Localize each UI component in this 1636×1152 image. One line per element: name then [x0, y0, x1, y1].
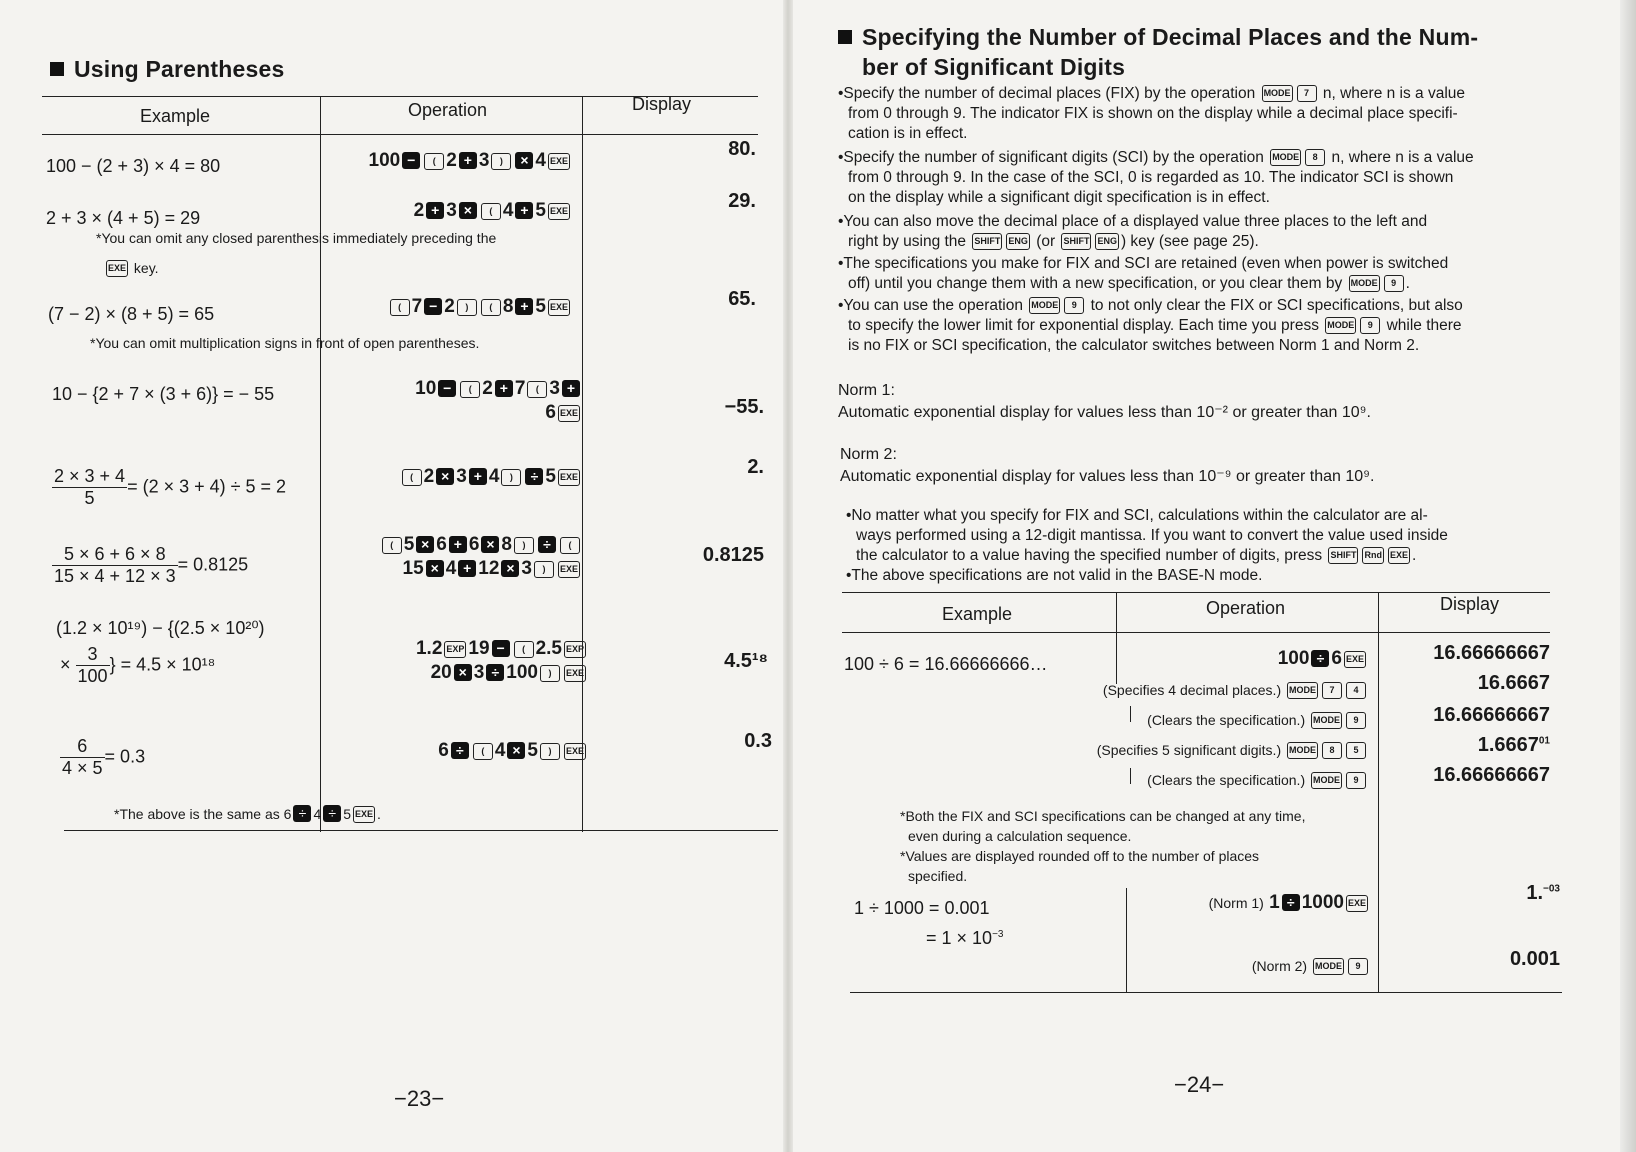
open-paren-key-icon: (: [481, 299, 501, 316]
op-digit: 7: [514, 378, 526, 399]
operation-keys: [338, 200, 572, 222]
minus-key-icon: −: [424, 298, 442, 315]
exe-key-icon: EXE: [558, 405, 580, 422]
operation-keys: [338, 534, 582, 556]
example-text: 1 ÷ 1000 = 0.001: [854, 898, 990, 918]
open-paren-key-icon: (: [481, 203, 501, 220]
divide-key-icon: ÷: [538, 536, 556, 553]
operation-step: [1130, 958, 1370, 975]
exe-key-icon: EXE: [353, 806, 375, 823]
example-exponent: −3: [992, 929, 1004, 940]
bullet-line: ) key (see page 25).: [1120, 233, 1259, 250]
exe-key-icon: EXE: [1346, 895, 1368, 912]
display-exponent: −03: [1543, 883, 1560, 895]
digit-key-icon: 4: [1346, 682, 1366, 699]
mode-key-icon: MODE: [1262, 85, 1293, 102]
op-digit: 8: [502, 296, 514, 317]
operation-step: [1020, 742, 1368, 759]
mode-key-icon: MODE: [1270, 149, 1301, 166]
op-digit: 2: [413, 200, 425, 221]
times-key-icon: ×: [515, 152, 533, 169]
header-example: Example: [942, 604, 1013, 624]
minus-key-icon: −: [492, 640, 510, 657]
example-text: (1.2 × 10¹⁹) − {(2.5 × 10²⁰): [56, 618, 265, 638]
step-label: (Clears the specification.): [1147, 772, 1306, 788]
display-value: 65.: [728, 288, 756, 310]
op-digit: 4: [494, 740, 506, 761]
digit-key-icon: 9: [1346, 712, 1366, 729]
column-divider: [1126, 888, 1127, 992]
bullet-line: is no FIX or SCI specification, the calculator switches between Norm 1 and Norm 2.: [848, 337, 1420, 354]
op-digit: 4: [488, 466, 500, 487]
page-number: −23−: [394, 1086, 445, 1111]
op-digit: 8: [501, 534, 512, 555]
bullet-line: the calculator to a value having the specified number of digits, press: [856, 547, 1323, 564]
op-digit: 5: [527, 740, 538, 761]
digit-key-icon: 7: [1322, 682, 1342, 699]
times-key-icon: ×: [481, 536, 499, 553]
exe-key-icon: EXE: [558, 561, 580, 578]
operation-step: [1020, 712, 1368, 729]
fraction: [52, 544, 178, 587]
bullet-line: from 0 through 9. The indicator FIX is shown on the display while a decimal place specifi-: [848, 105, 1458, 122]
open-paren-key-icon: (: [424, 153, 444, 170]
op-digit: 100: [368, 150, 401, 171]
display-value: 16.66666667: [1433, 642, 1550, 664]
display-value: 2.: [747, 456, 764, 478]
divide-key-icon: ÷: [293, 805, 311, 822]
example-fragment: = 1 × 10: [926, 928, 993, 948]
example-rest: = 0.3: [104, 746, 146, 767]
op-digit: 5: [535, 296, 546, 317]
table-header-rule: [842, 632, 1550, 633]
display-value: 29.: [728, 190, 756, 212]
divide-key-icon: ÷: [486, 664, 504, 681]
digit-key-icon: 7: [1297, 85, 1317, 102]
example-fraction: [52, 544, 248, 587]
bullet-line: right by using the: [848, 233, 967, 250]
numerator: 5 × 6 + 6 × 8: [52, 544, 178, 566]
bullet-mantissa: •No matter what you specify for FIX and SCI, calculations within the calculator are al- ways performed using a 12-digit mantissa. If you want to convert the value used inside the calculator to a value having the specified number of digits, press SHIFT Rnd EXE . •The above specifications are not valid in the BASE-N mode.: [846, 506, 1556, 586]
exe-key-icon: EXE: [564, 743, 586, 760]
plus-key-icon: +: [449, 536, 467, 553]
plus-key-icon: +: [495, 380, 513, 397]
op-digit: 6: [468, 534, 480, 555]
display-mantissa: 1.: [1526, 882, 1544, 904]
display-value: 16.6667: [1477, 672, 1550, 694]
display-value: 4.5¹⁸: [724, 650, 768, 672]
bullet-line: •Specify the number of significant digits (SCI) by the operation: [838, 149, 1264, 166]
step-label: (Norm 2): [1251, 958, 1308, 974]
norm2-text: Automatic exponential display for values less than 10⁻⁹ or greater than 10⁹.: [840, 468, 1375, 485]
op-digit: 3: [473, 662, 485, 683]
column-divider: [1378, 592, 1379, 992]
fraction: [60, 736, 105, 779]
note-text: specified.: [908, 868, 968, 884]
step-label: (Specifies 5 significant digits.): [1096, 742, 1282, 758]
exe-key-icon: EXE: [106, 260, 128, 277]
bullet-line: off) until you change them with a new specification, or you clear them by: [848, 275, 1343, 292]
operation-keys: [338, 402, 582, 424]
eng-key-icon: ENG: [1006, 233, 1030, 250]
display-value: [1390, 734, 1550, 757]
op-digit: 6: [545, 402, 556, 423]
plus-key-icon: +: [469, 468, 487, 485]
operation-keys: [1130, 648, 1368, 670]
op-digit: 4: [313, 806, 322, 822]
close-paren-key-icon: ): [457, 299, 477, 316]
denominator: 15 × 4 + 12 × 3: [54, 566, 176, 586]
digit-key-icon: 9: [1360, 317, 1380, 334]
shift-key-icon: SHIFT: [972, 233, 1002, 250]
plus-key-icon: +: [426, 202, 444, 219]
bullet-line: •You can use the operation: [838, 297, 1023, 314]
norm1-label: Norm 1:: [838, 382, 895, 399]
norm2-label: Norm 2:: [840, 446, 897, 463]
op-digit: 20: [430, 662, 452, 683]
note-text: *Values are displayed rounded off to the number of places: [900, 848, 1260, 864]
fraction: [76, 644, 110, 687]
operation-keys: [338, 466, 582, 488]
close-paren-key-icon: ): [501, 469, 521, 486]
op-digit: 15: [402, 558, 424, 579]
plus-key-icon: +: [515, 298, 533, 315]
op-digit: 3: [549, 378, 560, 399]
step-label: (Specifies 4 decimal places.): [1102, 682, 1282, 698]
eng-key-icon: ENG: [1095, 233, 1119, 250]
exe-key-icon: EXE: [548, 299, 570, 316]
fraction: [52, 466, 127, 509]
operation-keys: [338, 740, 588, 762]
example-fraction: × $\frac{3}{100}$ } = 4.5 × 10¹⁸: [60, 644, 216, 686]
example-text: 100 − (2 + 3) × 4 = 80: [46, 156, 221, 176]
display-value: −55.: [724, 396, 764, 418]
op-digit: 19: [468, 638, 490, 659]
op-digit: 100: [1277, 648, 1310, 669]
mode-key-icon: MODE: [1029, 297, 1060, 314]
mode-key-icon: MODE: [1287, 742, 1318, 759]
note-fragment: *The above is the same as 6: [114, 806, 292, 822]
example-text: [926, 928, 1003, 949]
minus-key-icon: −: [438, 380, 456, 397]
plus-key-icon: +: [515, 202, 533, 219]
section-title: [838, 24, 1478, 51]
open-paren-key-icon: (: [560, 537, 580, 554]
bullet-line: from 0 through 9. In the case of the SCI, 0 is regarded as 10. The indicator SCI is shown: [848, 169, 1454, 186]
note-text: even during a calculation sequence.: [908, 828, 1132, 844]
example-text: (7 − 2) × (8 + 5) = 65: [48, 304, 215, 324]
close-paren-key-icon: ): [534, 561, 554, 578]
note-text: [104, 260, 159, 277]
op-digit: 2: [482, 378, 493, 399]
numerator: 2 × 3 + 4: [54, 466, 126, 486]
operation-keys: [338, 150, 572, 172]
close-paren-key-icon: ): [491, 153, 511, 170]
divide-key-icon: ÷: [451, 742, 469, 759]
header-operation: Operation: [1206, 598, 1286, 618]
mode-key-icon: MODE: [1311, 712, 1342, 729]
example-fraction: [52, 466, 286, 509]
numerator: 6: [60, 736, 105, 758]
rnd-key-icon: Rnd: [1362, 547, 1384, 564]
bullet-line: •The specifications you make for FIX and SCI are retained (even when power is switched: [838, 255, 1449, 272]
digit-key-icon: 9: [1064, 297, 1084, 314]
column-divider: [1116, 592, 1117, 684]
divide-key-icon: ÷: [525, 468, 543, 485]
section-title-text: Specifying the Number of Decimal Places and the Num-: [862, 24, 1479, 50]
times-key-icon: ×: [459, 202, 477, 219]
divide-key-icon: ÷: [323, 805, 341, 822]
mode-key-icon: MODE: [1313, 958, 1344, 975]
denominator: 100: [77, 666, 108, 686]
square-bullet-icon: [50, 62, 64, 76]
example-fraction: [60, 736, 145, 779]
open-paren-key-icon: (: [527, 381, 547, 398]
example-text: 10 − {2 + 7 × (3 + 6)} = − 55: [52, 384, 275, 404]
open-paren-key-icon: (: [402, 469, 422, 486]
exe-key-icon: EXE: [564, 665, 586, 682]
norm1-text: Automatic exponential display for values less than 10⁻² or greater than 10⁹.: [838, 404, 1371, 421]
operation-keys: [1130, 892, 1370, 914]
digit-key-icon: 5: [1346, 742, 1366, 759]
header-display: Display: [1440, 594, 1500, 614]
example-rest: } = 4.5 × 10¹⁸: [109, 654, 216, 675]
times-key-icon: ×: [501, 560, 519, 577]
close-paren-key-icon: ): [540, 665, 560, 682]
bullet-line: •The above specifications are not valid in the BASE-N mode.: [846, 567, 1263, 584]
bullet-line: to not only clear the FIX or SCI specifications, but also: [1090, 297, 1463, 314]
operation-keys: [338, 296, 572, 318]
times-key-icon: ×: [436, 468, 454, 485]
open-paren-key-icon: (: [514, 641, 534, 658]
example-rest: = (2 × 3 + 4) ÷ 5 = 2: [127, 476, 287, 497]
note-text: *The above is the same as 6 ÷ 4 ÷ 5 EXE .: [114, 805, 381, 822]
op-digit: 6: [438, 740, 449, 761]
mode-key-icon: MODE: [1325, 317, 1356, 334]
exe-key-icon: EXE: [558, 469, 580, 486]
open-paren-key-icon: (: [460, 381, 480, 398]
bullet-line: on the display while a significant digit specification is in effect.: [848, 189, 1270, 206]
display-value: 0.8125: [702, 544, 764, 566]
open-paren-key-icon: (: [382, 537, 402, 554]
op-digit: 100: [506, 662, 538, 683]
column-divider: [320, 96, 321, 832]
display-mantissa: 1.6667: [1477, 734, 1539, 756]
op-digit: 6: [436, 534, 447, 555]
minus-key-icon: −: [402, 152, 420, 169]
section-title-text: Using Parentheses: [74, 56, 285, 82]
digit-key-icon: 9: [1384, 275, 1404, 292]
operation-keys: [338, 378, 582, 400]
digit-key-icon: 8: [1305, 149, 1325, 166]
bullet-sci: [838, 148, 1548, 208]
op-digit: 12: [478, 558, 500, 579]
denominator: 5: [84, 488, 95, 508]
op-digit: 5: [403, 534, 415, 555]
exe-key-icon: EXE: [548, 203, 570, 220]
digit-key-icon: 8: [1322, 742, 1342, 759]
bullet-line: ways performed using a 12-digit mantissa. If you want to convert the value used inside: [856, 527, 1448, 544]
column-divider: [582, 96, 583, 832]
plus-key-icon: +: [562, 380, 580, 397]
display-value: 16.66666667: [1433, 704, 1550, 726]
op-digit: 3: [521, 558, 532, 579]
table-bottom-rule: [850, 992, 1562, 993]
plus-key-icon: +: [458, 560, 476, 577]
op-digit: 2.5: [535, 638, 562, 659]
op-digit: 5: [535, 200, 546, 221]
op-digit: 2: [423, 466, 435, 487]
mode-key-icon: MODE: [1287, 682, 1318, 699]
shift-key-icon: SHIFT: [1061, 233, 1091, 250]
display-value: 0.001: [1509, 948, 1560, 970]
mode-key-icon: MODE: [1349, 275, 1380, 292]
times-key-icon: ×: [507, 742, 525, 759]
table-bottom-rule: [64, 830, 778, 831]
note-text: *You can omit any closed parenthesis immediately preceding the: [96, 230, 497, 246]
op-digit: 10: [415, 378, 437, 399]
op-digit: 3: [456, 466, 467, 487]
example-rest: = 0.8125: [177, 554, 249, 575]
bullet-line: •You can also move the decimal place of a displayed value three places to the left and: [838, 213, 1428, 230]
bullet-retained: •The specifications you make for FIX and SCI are retained (even when power is switched off) until you change them with a new specification, or you clear them by MODE 9 .: [838, 254, 1548, 294]
divide-key-icon: ÷: [1311, 650, 1329, 667]
header-display: Display: [632, 94, 692, 114]
note-fragment: key.: [133, 260, 159, 276]
times-key-icon: ×: [454, 664, 472, 681]
divide-key-icon: ÷: [1282, 894, 1300, 911]
note-text: *You can omit multiplication signs in front of open parentheses.: [90, 335, 480, 351]
table-top-rule: [842, 592, 1550, 593]
bullet-line: to specify the lower limit for exponential display. Each time you press: [848, 317, 1319, 334]
op-digit: 3: [478, 150, 490, 171]
mode-key-icon: MODE: [1311, 772, 1342, 789]
shift-key-icon: SHIFT: [1328, 547, 1358, 564]
operation-step: [1020, 682, 1368, 699]
bullet-fix: [838, 84, 1548, 144]
step-label: (Clears the specification.): [1147, 712, 1306, 728]
header-example: Example: [140, 106, 211, 126]
exp-key-icon: EXP: [564, 641, 586, 658]
operation-keys: [338, 558, 582, 580]
op-digit: 4: [502, 200, 514, 221]
display-exponent: 01: [1538, 735, 1550, 747]
times-key-icon: ×: [416, 536, 434, 553]
display-value: 80.: [728, 138, 756, 160]
open-paren-key-icon: (: [390, 299, 410, 316]
op-digit: 1: [1269, 892, 1280, 913]
operation-step: [1020, 772, 1368, 789]
op-digit: 5: [545, 466, 556, 487]
open-paren-key-icon: (: [473, 743, 493, 760]
exe-key-icon: EXE: [1344, 651, 1366, 668]
op-digit: 2: [444, 296, 455, 317]
operation-keys: [338, 638, 588, 660]
digit-key-icon: 9: [1348, 958, 1368, 975]
display-value: 0.3: [744, 730, 772, 752]
bullet-line: (or: [1036, 233, 1056, 250]
op-digit: 1.2: [415, 638, 443, 659]
bullet-line: •Specify the number of decimal places (FIX) by the operation: [838, 85, 1256, 102]
op-digit: 1000: [1301, 892, 1344, 913]
exp-key-icon: EXP: [444, 641, 466, 658]
plus-key-icon: +: [459, 152, 477, 169]
op-digit: 2: [446, 150, 457, 171]
exe-key-icon: EXE: [1388, 547, 1410, 564]
display-value: 16.66666667: [1433, 764, 1550, 786]
left-page: [0, 0, 790, 1152]
bullet-line: cation is in effect.: [848, 125, 968, 142]
bullet-eng: [838, 212, 1548, 252]
section-title-text: ber of Significant Digits: [862, 54, 1126, 80]
digit-key-icon: 9: [1346, 772, 1366, 789]
right-page: [790, 0, 1636, 1152]
op-digit: 3: [446, 200, 457, 221]
note-text: *Both the FIX and SCI specifications can be changed at any time,: [900, 808, 1306, 824]
example-text: 100 ÷ 6 = 16.66666666…: [844, 654, 1048, 674]
page-number: −24−: [1174, 1072, 1225, 1097]
example-text: 2 + 3 × (4 + 5) = 29: [46, 208, 201, 228]
square-bullet-icon: [838, 30, 852, 44]
section-title: [50, 56, 284, 83]
operation-keys: [338, 662, 588, 684]
exe-key-icon: EXE: [548, 153, 570, 170]
table-header-rule: [42, 134, 758, 135]
bullet-line: n, where n is a value: [1331, 149, 1474, 166]
display-value: [1390, 882, 1560, 905]
header-operation: Operation: [408, 100, 488, 120]
times-key-icon: ×: [426, 560, 444, 577]
close-paren-key-icon: ): [514, 537, 534, 554]
bullet-line: while there: [1386, 317, 1462, 334]
op-digit: 6: [1331, 648, 1342, 669]
bullet-norm: [838, 296, 1548, 356]
denominator: 4 × 5: [62, 758, 103, 778]
numerator: 3: [76, 644, 110, 666]
op-digit: 4: [535, 150, 546, 171]
op-digit: 5: [343, 806, 352, 822]
close-paren-key-icon: ): [540, 743, 560, 760]
op-digit: 4: [445, 558, 457, 579]
step-label: (Norm 1): [1208, 895, 1264, 911]
op-digit: 7: [411, 296, 423, 317]
bullet-line: •No matter what you specify for FIX and SCI, calculations within the calculator are al-: [846, 507, 1428, 524]
bullet-line: n, where n is a value: [1322, 85, 1466, 102]
